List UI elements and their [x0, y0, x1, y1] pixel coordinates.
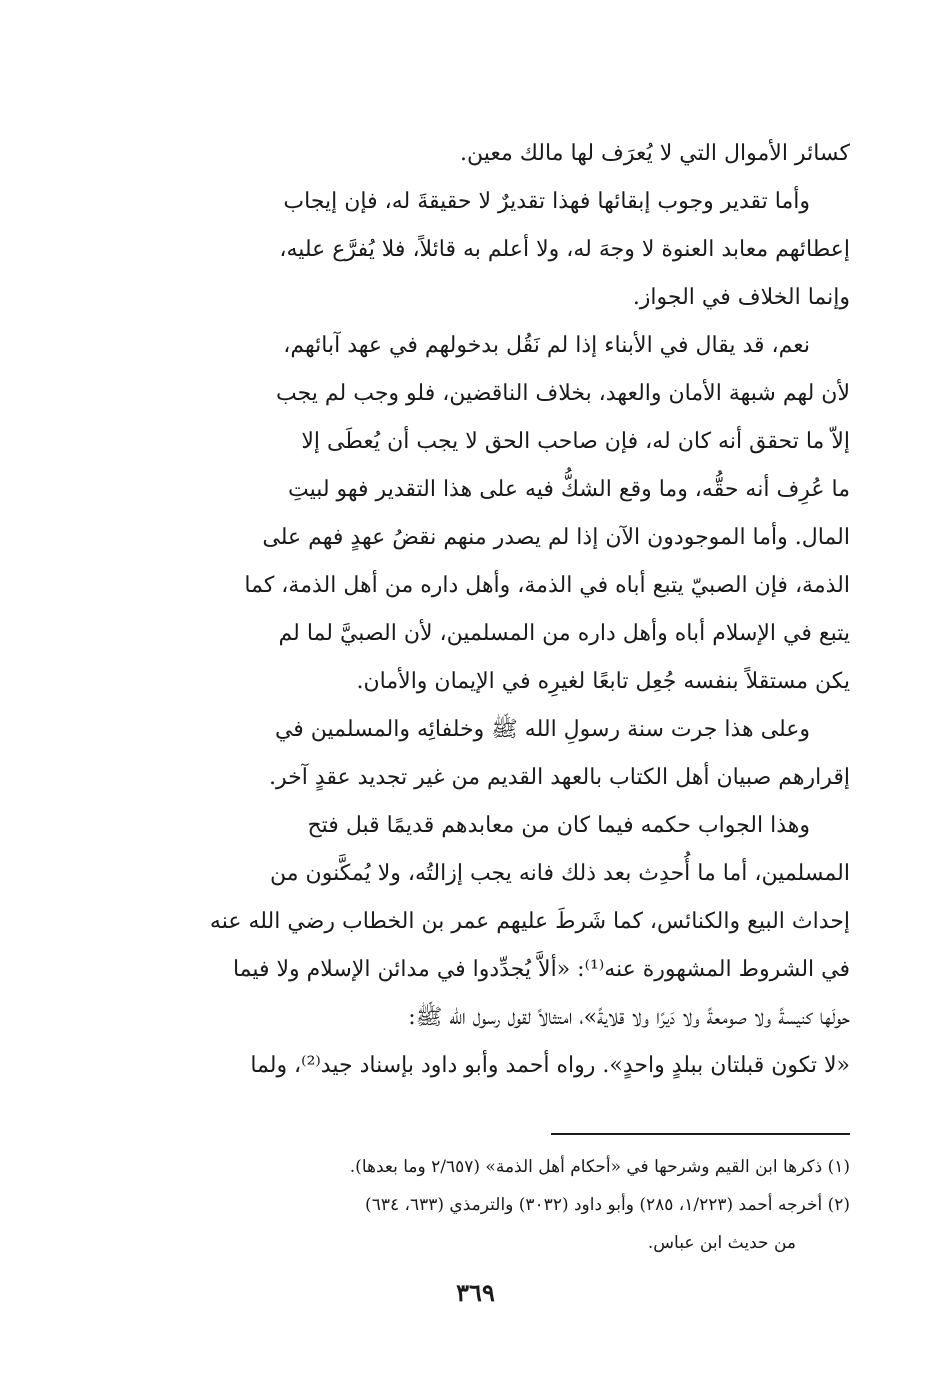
footnote-separator — [551, 1133, 850, 1135]
text-line: وأما تقدير وجوب إبقائها فهذا تقديرٌ لا حقيقةَ له، فإن إيجاب — [283, 189, 810, 214]
text-line: المسلمين، أما ما أُحدِث بعد ذلك فانه يجب إزالتُه، ولا يُمكَّنون من — [270, 861, 850, 886]
text-line: إقرارهم صبيان أهل الكتاب بالعهد القديم من غير تجديد عقدٍ آخر. — [269, 765, 850, 790]
text-line: نعم، قد يقال في الأبناء إذا لم نَقُل بدخولهم في عهد آبائهم، — [283, 333, 810, 358]
text-line: الذمة، فإن الصبيّ يتبع أباه في الذمة، وأهل داره من أهل الذمة، كما — [244, 573, 850, 598]
text-line: «لا تكون قبلتان ببلدٍ واحدٍ». رواه أحمد وأبو داود بإسناد جيد⁽²⁾، ولما — [250, 1053, 850, 1078]
footnote-1: (١) ذكرها ابن القيم وشرحها في «أحكام أهل الذمة» (٢/٦٥٧ وما بعدها). — [349, 1157, 850, 1177]
footnote-2-continuation: من حديث ابن عباس. — [647, 1233, 796, 1253]
text-line: وعلى هذا جرت سنة رسولِ الله ﷺ وخلفائِه والمسلمين في — [274, 717, 810, 742]
text-line: يتبع في الإسلام أباه وأهل داره من المسلمين، لأن الصبيَّ لما لم — [278, 621, 850, 646]
page-number: ٣٦٩ — [456, 1278, 495, 1307]
text-line: إحداث البيع والكنائس، كما شَرطَ عليهم عمر بن الخطاب رضي الله عنه — [209, 909, 850, 934]
text-line: لأن لهم شبهة الأمان والعهد، بخلاف الناقضين، فلو وجب لم يجب — [275, 381, 850, 406]
footnotes — [108, 1148, 850, 1262]
text-line: المال. وأما الموجودون الآن إذا لم يصدر منهم نقضُ عهدٍ فهم على — [262, 525, 850, 550]
text-line: يكن مستقلاً بنفسه جُعِل تابعًا لغيرِه في الإيمان والأمان. — [356, 669, 850, 694]
text-line: إلاّ ما تحقق أنه كان له، فإن صاحب الحق لا يجب أن يُعطَى إلا — [301, 429, 850, 454]
text-line: كسائر الأموال التي لا يُعرَف لها مالك معين. — [460, 141, 850, 166]
text-line: وإنما الخلاف في الجواز. — [632, 285, 850, 310]
text-line: حولَها كنيسةً ولا صومعةً ولا دَيرًا ولا قلايةً»، امتثالاً لقول رسول الله ﷺ: — [408, 1005, 850, 1030]
footnote-2: (٢) أخرجه أحمد (١/٢٢٣، ٢٨٥) وأبو داود (٣٠٣٢) والترمذي (٦٣٣، ٦٣٤) — [365, 1195, 850, 1215]
text-line: وهذا الجواب حكمه فيما كان من معابدهم قديمًا قبل فتح — [307, 813, 810, 838]
text-line: إعطائهم معابد العنوة لا وجهَ له، ولا أعلم به قائلاً، فلا يُفرَّع عليه، — [279, 237, 850, 262]
main-text-block — [108, 130, 850, 1090]
text-line: في الشروط المشهورة عنه⁽¹⁾: «ألاَّ يُجدِّدوا في مدائن الإسلام ولا فيما — [232, 957, 850, 982]
text-line: ما عُرِف أنه حقُّه، وما وقع الشكُّ فيه على هذا التقدير فهو لبيتِ — [287, 477, 850, 502]
